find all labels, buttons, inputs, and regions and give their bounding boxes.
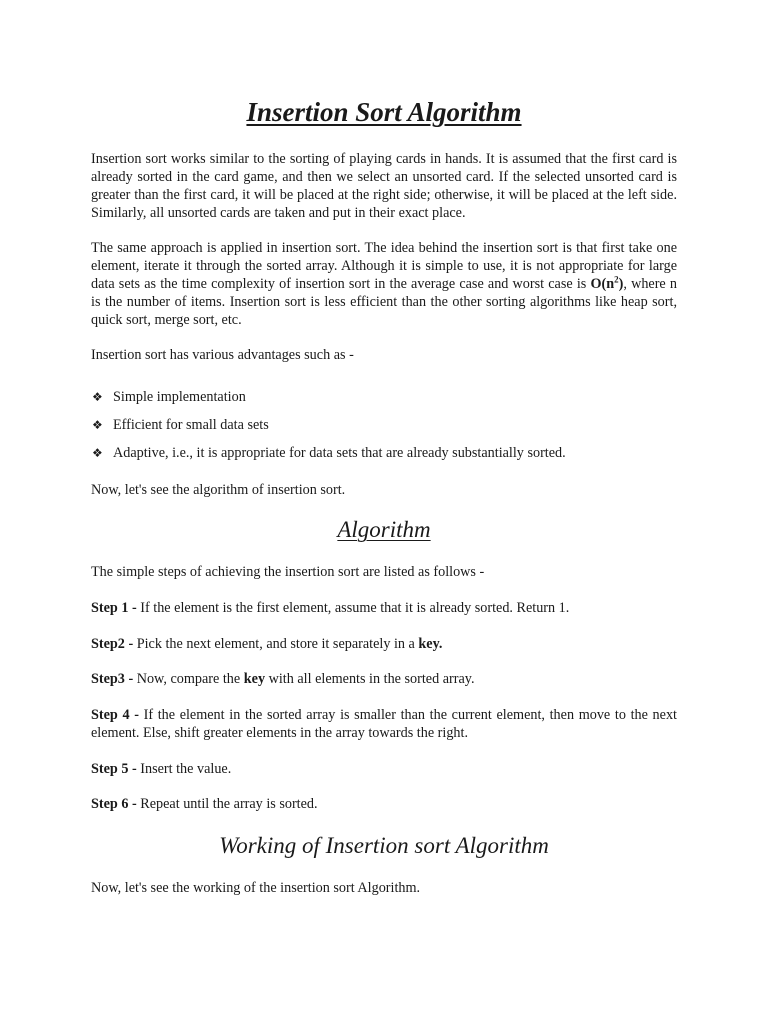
list-item [91,388,566,416]
step-label: Step 1 - [91,600,137,616]
complexity-notation: $O(n^2)$ [590,274,624,292]
step-text: Repeat until the array is sorted. [136,796,318,812]
key-term: key. [418,636,443,652]
advantage-text: Efficient for small data sets [113,417,269,433]
step-1 [91,599,677,617]
list-item [91,416,566,444]
advantages-list [91,388,566,472]
diamond-bullet-icon: ❖ [92,390,103,404]
diamond-bullet-icon: ❖ [92,446,103,460]
algorithm-lead-in: Now, let's see the algorithm of insertion sort. [91,482,346,498]
step-text-after: with all elements in the sorted array. [265,671,475,687]
diamond-bullet-icon: ❖ [92,418,103,432]
intro-paragraph-1: Insertion sort works similar to the sorting of playing cards in hands. It is assumed that the first card is already sorted in the card game, and then we select an unsorted card. If the selected unsorted card is greater than the first card, it will be placed at the right side; otherwise, it will be placed at the left side. Similarly, all unsorted cards are taken and put in their exact place. [91,151,677,221]
p2-text-after: , where n is the number of items. Insertion sort is less efficient than the other sorting algorithms like heap sort, quick sort, merge sort, etc. [91,276,677,328]
list-item [91,444,566,472]
step-label: Step 5 - [91,761,137,777]
advantage-text: Adaptive, i.e., it is appropriate for data sets that are already substantially sorted. [113,445,566,461]
algorithm-intro: The simple steps of achieving the insertion sort are listed as follows - [91,564,485,580]
algorithm-heading: Algorithm [337,517,431,542]
step-label: Step 6 - [91,796,137,812]
step-5 [91,760,677,778]
document-title: Insertion Sort Algorithm [246,97,522,127]
step-label: Step3 - [91,671,134,687]
working-heading: Working of Insertion sort Algorithm [219,833,549,858]
step-text: Now, compare the [133,671,244,687]
step-label: Step 4 - [91,707,139,723]
step-6 [91,795,677,813]
step-4 [91,706,677,742]
step-text: Pick the next element, and store it separately in a [133,636,419,652]
advantage-text: Simple implementation [113,389,246,405]
step-label: Step2 - [91,636,134,652]
step-text: Insert the value. [136,761,232,777]
step-2 [91,635,677,653]
step-text: If the element in the sorted array is smaller than the current element, then move to the next element. Else, shift greater elements in the array towards the right. [91,707,677,741]
advantages-intro: Insertion sort has various advantages such as - [91,347,354,363]
step-3 [91,670,677,688]
working-intro: Now, let's see the working of the insertion sort Algorithm. [91,880,421,896]
p2-text-before: The same approach is applied in insertion sort. The idea behind the insertion sort is that first take one element, iterate it through the sorted array. Although it is simple to use, it is not appropriate for large data sets as the time complexity of insertion sort in the average case and worst case is [91,240,677,292]
step-text: If the element is the first element, assume that it is already sorted. Return 1. [136,600,570,616]
key-term: key [243,671,266,687]
intro-paragraph-2 [91,239,677,329]
